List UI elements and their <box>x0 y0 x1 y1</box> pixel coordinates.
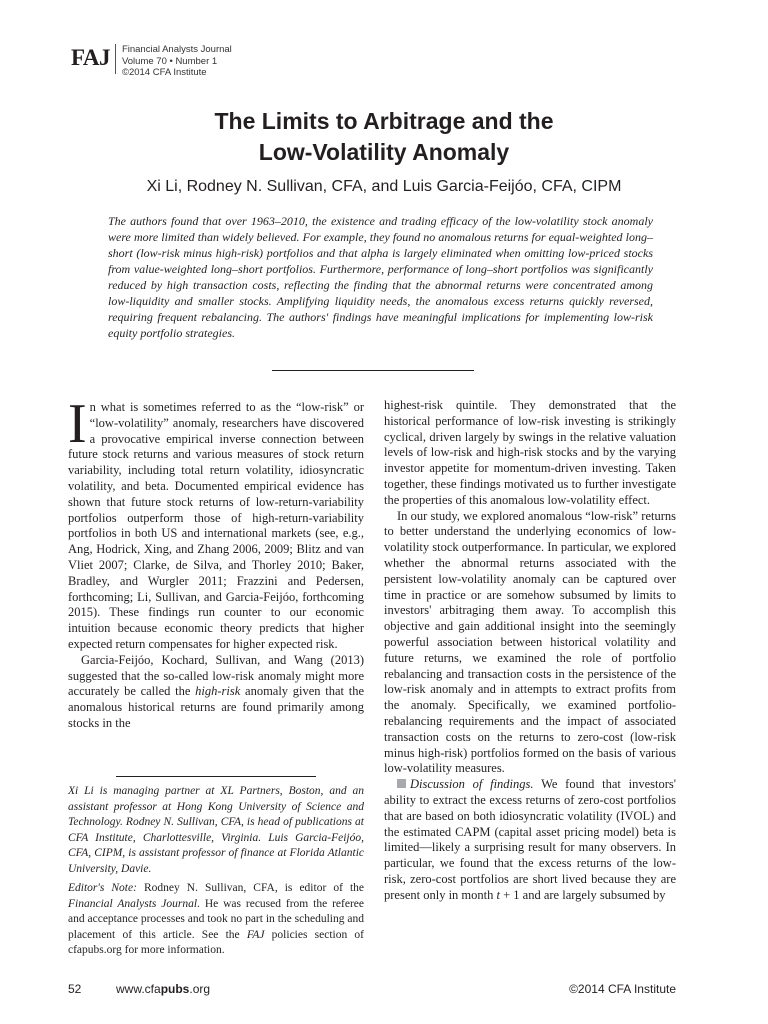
journal-info <box>122 44 232 79</box>
editors-note-journal: Financial Analysts Journal <box>68 897 198 910</box>
footnote-divider <box>116 776 316 777</box>
footer-copyright: ©2014 CFA Institute <box>569 982 676 996</box>
left-paragraph-2 <box>68 653 364 732</box>
journal-volume: Volume 70 • Number 1 <box>121 55 218 67</box>
title-line-1: The Limits to Arbitrage and the <box>214 108 554 134</box>
faj-logo: FAJ <box>68 44 116 74</box>
drop-cap: I <box>68 393 87 455</box>
article-abstract: The authors found that over 1963–2010, the existence and trading efficacy of the low-volatility stock anomaly were more limited than widely believed. For example, they found no anomalous returns for equal-weighted long–short (low-risk minus high-risk) portfolios and that alpha is largely eliminated when omitting low-priced stocks from value-weighted long–short portfolios. Furthermore, performance of long–short portfolios was significantly reduced by high transaction costs, reflecting the finding that the abnormal returns were concentrated among low-liquidity and smaller stocks. Amplifying liquidity needs, the anomalous excess returns quickly reversed, requiring frequent rebalancing. The authors' findings have meaningful implications for implementing low-risk equity portfolio strategies. <box>108 214 653 340</box>
body-right-column <box>384 398 676 904</box>
body-left-column <box>68 393 365 732</box>
footer-url[interactable] <box>116 982 210 996</box>
right-p3-text: We found that investors' ability to extract the excess returns of zero-cost portfolios that are based on both idiosyncratic volatility (IVOL) and the estimated CAPM (capital asset pricing model) beta is limited—likely a surprising result for many observers. In particular, we found that the excess returns of the low-risk, zero-cost portfolios are short lived because they are present only in month <box>384 777 676 902</box>
url-bold: pubs <box>160 982 190 996</box>
right-p3-end: + 1 and are largely subsumed by <box>499 887 666 902</box>
url-prefix: www.cfa <box>116 982 161 996</box>
editors-note <box>68 881 364 959</box>
editors-note-a: Rodney N. Sullivan, CFA, is editor of the <box>136 882 365 894</box>
right-paragraph-3 <box>384 777 676 903</box>
left-p2-italic: high-risk <box>195 684 241 699</box>
journal-name: Financial Analysts Journal <box>121 44 232 55</box>
right-paragraph-1: highest-risk quintile. They demonstrated that the historical performance of low-risk investing is strikingly cyclical, driven largely by swings in the relative valuation levels of low-risk and high-risk stocks and by the varying investor appetite for momentum-driven investing. Taken together, these findings motivated us to further investigate the properties of this anomalous low-volatility effect. <box>384 398 676 507</box>
abstract-divider <box>272 370 474 371</box>
url-suffix: .org <box>189 982 211 996</box>
section-square-icon <box>397 779 406 788</box>
author-bio: Xi Li is managing partner at XL Partners, Boston, and an assistant professor at Hong Kong University of Science and Technology. Rodney N. Sullivan, CFA, is head of publications at CFA Institute, Charlottesville, Virginia. Luis Garcia-Feijóo, CFA, CIPM, is assistant professor of finance at Florida Atlantic University, Davie. <box>68 785 364 875</box>
article-title <box>0 106 768 168</box>
editors-note-b: . He was recused from the referee and acceptance processes and took no part in the scheduling and placement of this article. See the <box>68 897 364 941</box>
title-line-2: Low-Volatility Anomaly <box>258 139 510 165</box>
editors-note-faj: FAJ <box>246 928 265 941</box>
footnotes <box>68 784 364 963</box>
journal-copyright: ©2014 CFA Institute <box>121 67 207 78</box>
right-paragraph-2: In our study, we explored anomalous “low-risk” returns to better understand the underlying economics of low-volatility stock outperformance. In particular, we explored whether the abnormal returns associated with the persistent low-volatility anomaly can be captured over time in practice or are somehow subsumed by limits to investors' arbitraging them away. To accomplish this objective and gain additional insight into the seemingly powerful association between historical volatility and future returns, we examined the role of portfolio rebalancing and transaction costs in the persistence of the low-risk anomaly and in attempts to extract profits from the anomaly. Specifically, we examined portfolio-rebalancing requirements and the impact of associated transaction costs on the returns to zero-cost (low-risk minus high-risk) portfolios formed on the basis of various low-volatility measures. <box>384 508 676 776</box>
left-p2-text-b: anomaly given that the anomalous historical returns are found primarily among stocks in the <box>68 684 365 730</box>
left-p1-text: n what is sometimes referred to as the “low-risk” or “low-volatility” anomaly, researchers have discovered a provocative empirical inverse connection between future stock returns and various measures of stock return variability, including total return volatility, idiosyncratic volatility, and beta. Documented empirical evidence has shown that future stock returns of low-return-variability portfolios outperform those of high-return-variability portfolios in both US and international markets (see, e.g., Ang, Hodrick, Xing, and Zhang 2006, 2009; Blitz and van Vliet 2007; Clarke, de Silva, and Thorley 2010; Baker, Bradley, and Wurgler 2011; Frazzini and Pedersen, forthcoming; Li, Sullivan, and Garcia-Feijóo, forthcoming 2015). These findings run counter to our economic intuition because economic theory predicts that higher expected return compensates for higher expected risk. <box>68 400 364 651</box>
left-p2-text-a: Garcia-Feijóo, Kochard, Sullivan, and Wang (2013) suggested that the so-called low-risk anomaly might more accurately be called the <box>68 652 364 699</box>
editors-note-c: policies section of cfapubs.org for more information. <box>68 928 364 956</box>
left-paragraph-1 <box>68 393 364 653</box>
journal-header <box>68 44 232 79</box>
section-run-in-head: Discussion of findings. <box>410 777 534 792</box>
article-authors: Xi Li, Rodney N. Sullivan, CFA, and Luis Garcia-Feijóo, CFA, CIPM <box>146 178 622 195</box>
page-number: 52 <box>68 982 82 996</box>
right-p3-variable: t <box>496 887 500 902</box>
editors-note-label: Editor's Note: <box>68 882 137 894</box>
